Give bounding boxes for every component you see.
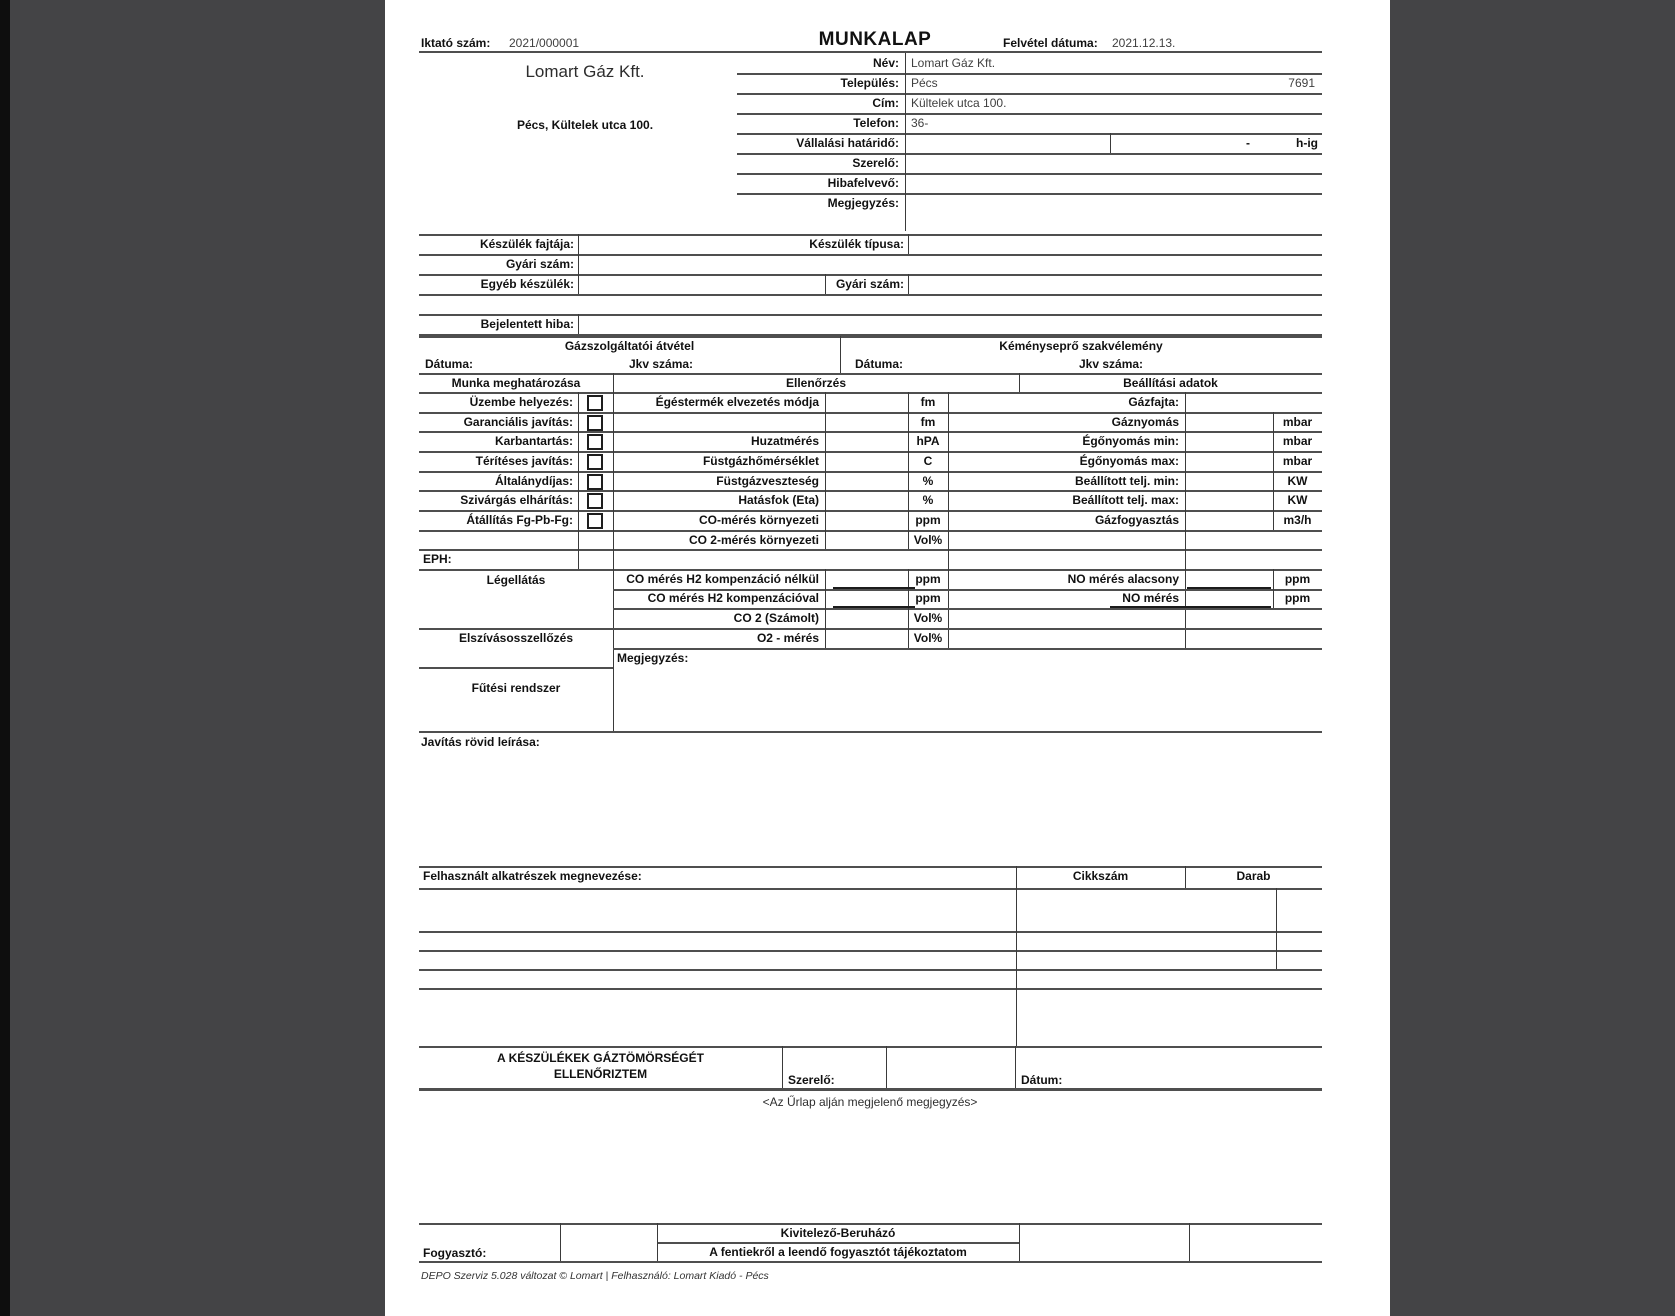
hatarido-label: Vállalási határidő: bbox=[796, 136, 899, 150]
divider bbox=[613, 373, 614, 731]
megjegyzes-label: Megjegyzés: bbox=[827, 196, 899, 210]
divider bbox=[419, 969, 1322, 971]
divider bbox=[560, 1223, 561, 1261]
air-unit: Vol% bbox=[913, 611, 943, 625]
elszivas-label: Elszívásosszellőzés bbox=[458, 631, 574, 645]
grid-right-unit: KW bbox=[1287, 493, 1308, 507]
divider bbox=[419, 628, 613, 630]
divider bbox=[737, 133, 1322, 135]
company-address: Pécs, Kültelek utca 100. bbox=[516, 118, 654, 132]
grid-right-unit: mbar bbox=[1282, 415, 1313, 429]
ellenorzes-header: Ellenőrzés bbox=[785, 376, 847, 390]
hatarido-suffix: h-ig bbox=[1296, 136, 1318, 150]
telepules-value: Pécs bbox=[911, 76, 938, 90]
grid-unit: ppm bbox=[915, 513, 941, 527]
tajekoztatas-label: A fentiekről a leendő fogyasztót tájékoztatom bbox=[709, 1245, 967, 1259]
window-edge-strip bbox=[0, 0, 10, 1316]
divider bbox=[419, 314, 1322, 316]
eph-label: EPH: bbox=[423, 552, 452, 566]
divider bbox=[419, 888, 1322, 890]
grid-mid-label: Huzatmérés bbox=[750, 434, 819, 448]
air-unit: ppm bbox=[915, 572, 941, 586]
divider bbox=[419, 866, 1322, 868]
felvetel-datuma-value: 2021.12.13. bbox=[1112, 36, 1176, 50]
air-right-label: NO mérés alacsony bbox=[1067, 572, 1179, 586]
divider bbox=[1110, 133, 1111, 153]
value-underline bbox=[1110, 606, 1271, 608]
grid-right-label: Égőnyomás min: bbox=[1082, 434, 1179, 448]
divider bbox=[419, 336, 1322, 338]
divider bbox=[419, 412, 1322, 414]
hatarido-dash: - bbox=[1246, 136, 1250, 150]
grid-right-label: Gázfogyasztás bbox=[1094, 513, 1179, 527]
parts-name-header: Felhasznált alkatrészek megnevezése: bbox=[423, 869, 642, 883]
air-unit: Vol% bbox=[913, 631, 943, 645]
divider bbox=[419, 549, 1322, 551]
checkbox-szivargas-elharitas[interactable] bbox=[587, 493, 603, 509]
megjegyzes-section-label: Megjegyzés: bbox=[617, 651, 689, 665]
air-mid-label: O2 - mérés bbox=[756, 631, 819, 645]
value-underline bbox=[1187, 587, 1271, 589]
datuma-label: Dátuma: bbox=[855, 357, 904, 371]
grid-right-unit: KW bbox=[1287, 474, 1308, 488]
divider bbox=[578, 392, 579, 569]
telepules-label: Település: bbox=[840, 76, 899, 90]
divider bbox=[419, 490, 1322, 492]
divider bbox=[419, 1088, 1322, 1091]
checkbox-atallitas-fg-pb-fg[interactable] bbox=[587, 513, 603, 529]
nev-value: Lomart Gáz Kft. bbox=[911, 56, 996, 70]
nev-label: Név: bbox=[872, 56, 899, 70]
divider bbox=[419, 373, 1322, 375]
grid-right-label: Gázfajta: bbox=[1128, 395, 1179, 409]
munka-meghatarozasa-header: Munka meghatározása bbox=[451, 376, 581, 390]
grid-right-label: Égőnyomás max: bbox=[1079, 454, 1179, 468]
grid-right-unit: mbar bbox=[1282, 434, 1313, 448]
air-right-unit: ppm bbox=[1284, 572, 1311, 586]
divider bbox=[657, 1242, 1019, 1244]
szerelo-label: Szerelő: bbox=[852, 156, 899, 170]
divider bbox=[419, 1046, 1322, 1048]
grid-mid-label: CO 2-mérés környezeti bbox=[688, 533, 819, 547]
divider bbox=[613, 608, 1322, 610]
grid-unit: fm bbox=[920, 395, 936, 409]
grid-left-label: Karbantartás: bbox=[494, 434, 573, 448]
grid-left-label: Térítéses javítás: bbox=[475, 454, 573, 468]
app-version-footer: DEPO Szerviz 5.028 változat © Lomart | Felhasználó: Lomart Kiadó - Pécs bbox=[421, 1270, 769, 1282]
checkbox-karbantartas[interactable] bbox=[587, 434, 603, 450]
divider bbox=[419, 530, 1322, 532]
gaztomorseg-line2: ELLENŐRIZTEM bbox=[553, 1067, 648, 1081]
szerelo-signature-label: Szerelő: bbox=[788, 1073, 835, 1087]
divider bbox=[419, 1223, 1322, 1225]
grid-right-unit: m3/h bbox=[1283, 513, 1312, 527]
divider bbox=[1015, 1046, 1016, 1088]
grid-unit: % bbox=[922, 474, 934, 488]
air-mid-label: CO mérés H2 kompenzáció nélkül bbox=[626, 572, 819, 586]
divider bbox=[419, 1261, 1322, 1263]
divider bbox=[908, 274, 909, 294]
iktato-szam-value: 2021/000001 bbox=[509, 36, 580, 50]
divider bbox=[886, 1046, 887, 1088]
air-right-label: NO mérés bbox=[1122, 591, 1179, 605]
divider bbox=[905, 53, 906, 231]
grid-right-label: Beállított telj. max: bbox=[1072, 493, 1179, 507]
divider bbox=[782, 1046, 783, 1088]
kemenysepro-title: Kéményseprő szakvélemény bbox=[999, 339, 1163, 353]
grid-mid-label: Füstgázveszteség bbox=[716, 474, 819, 488]
telepules-zip-value: 7691 bbox=[1288, 76, 1315, 90]
gyari-szam-label: Gyári szám: bbox=[505, 257, 574, 271]
grid-left-label: Üzembe helyezés: bbox=[469, 395, 573, 409]
gaztomorseg-line1: A KÉSZÜLÉKEK GÁZTÖMÖRSÉGÉT bbox=[497, 1051, 704, 1065]
grid-left-label: Szivárgás elhárítás: bbox=[460, 493, 573, 507]
divider bbox=[737, 73, 1322, 75]
divider bbox=[419, 950, 1322, 952]
grid-left-label: Átállítás Fg-Pb-Fg: bbox=[466, 513, 573, 527]
company-name: Lomart Gáz Kft. bbox=[525, 62, 645, 81]
iktato-szam-label: Iktató szám: bbox=[421, 36, 491, 50]
divider bbox=[908, 234, 909, 254]
cim-value: Kültelek utca 100. bbox=[911, 96, 1007, 110]
checkbox-teriteses-javitas[interactable] bbox=[587, 454, 603, 470]
divider bbox=[737, 93, 1322, 95]
datum-signature-label: Dátum: bbox=[1021, 1073, 1063, 1087]
air-mid-label: CO mérés H2 kompenzációval bbox=[647, 591, 819, 605]
divider bbox=[419, 667, 613, 669]
telefon-label: Telefon: bbox=[853, 116, 899, 130]
divider bbox=[419, 392, 1322, 394]
divider bbox=[825, 569, 826, 648]
document-page bbox=[385, 0, 1390, 1316]
hibafelvevo-label: Hibafelvevő: bbox=[827, 176, 899, 190]
divider bbox=[419, 431, 1322, 433]
divider bbox=[1189, 1223, 1190, 1261]
egyeb-gyari-szam-label: Gyári szám: bbox=[835, 277, 904, 291]
jkv-szama-label: Jkv száma: bbox=[1079, 357, 1144, 371]
javitas-leirasa-label: Javítás rövid leírása: bbox=[421, 735, 540, 749]
divider bbox=[419, 471, 1322, 473]
grid-unit: hPA bbox=[916, 434, 940, 448]
divider bbox=[737, 173, 1322, 175]
divider bbox=[737, 193, 1322, 195]
checkbox-garancialis-javitas[interactable] bbox=[587, 415, 603, 431]
grid-right-label: Beállított telj. min: bbox=[1074, 474, 1179, 488]
divider bbox=[419, 731, 1322, 733]
divider bbox=[737, 153, 1322, 155]
grid-unit: fm bbox=[920, 415, 936, 429]
air-right-unit: ppm bbox=[1284, 591, 1311, 605]
divider bbox=[419, 988, 1322, 990]
divider bbox=[419, 569, 1322, 571]
egyeb-keszulek-label: Egyéb készülék: bbox=[480, 277, 574, 291]
form-title: MUNKALAP bbox=[818, 29, 932, 50]
divider bbox=[419, 451, 1322, 453]
divider bbox=[419, 294, 1322, 296]
air-mid-label: CO 2 (Számolt) bbox=[733, 611, 819, 625]
divider bbox=[1019, 373, 1020, 392]
checkbox-uzembe-helyezes[interactable] bbox=[587, 395, 603, 411]
grid-left-label: Garanciális javítás: bbox=[463, 415, 573, 429]
divider bbox=[613, 628, 1322, 630]
keszulek-tipusa-label: Készülék típusa: bbox=[809, 237, 904, 251]
grid-unit: Vol% bbox=[913, 533, 943, 547]
beallitasi-adatok-header: Beállítási adatok bbox=[1123, 376, 1218, 390]
divider bbox=[1276, 888, 1277, 969]
fogyaszto-label: Fogyasztó: bbox=[423, 1246, 487, 1260]
divider bbox=[419, 274, 1322, 276]
felvetel-datuma-label: Felvétel dátuma: bbox=[1003, 36, 1098, 50]
legellatas-label: Légellátás bbox=[486, 573, 546, 587]
divider bbox=[578, 234, 579, 294]
parts-qty-header: Darab bbox=[1236, 869, 1271, 883]
grid-right-label: Gáznyomás bbox=[1111, 415, 1179, 429]
grid-mid-label: CO-mérés környezeti bbox=[698, 513, 819, 527]
grid-mid-label: Füstgázhőmérséklet bbox=[702, 454, 819, 468]
form-bottom-hint: <Az Űrlap alján megjelenő megjegyzés> bbox=[762, 1095, 978, 1109]
divider bbox=[825, 392, 826, 549]
value-underline bbox=[833, 587, 915, 589]
divider bbox=[613, 648, 1322, 650]
grid-right-unit: mbar bbox=[1282, 454, 1313, 468]
divider bbox=[419, 931, 1322, 933]
grid-unit: % bbox=[922, 493, 934, 507]
air-unit: ppm bbox=[915, 591, 941, 605]
parts-sku-header: Cikkszám bbox=[1072, 869, 1129, 883]
checkbox-altalanydijas[interactable] bbox=[587, 474, 603, 490]
divider bbox=[419, 254, 1322, 256]
grid-mid-label: Égéstermék elvezetés módja bbox=[655, 395, 819, 409]
grid-unit: C bbox=[923, 454, 933, 468]
divider bbox=[578, 314, 579, 334]
divider bbox=[1016, 866, 1017, 1046]
value-underline bbox=[833, 606, 915, 608]
gazszolgaltatoi-atvetel-title: Gázszolgáltatói átvétel bbox=[564, 339, 695, 353]
jkv-szama-label: Jkv száma: bbox=[629, 357, 694, 371]
grid-left-label: Általánydíjas: bbox=[494, 474, 573, 488]
divider bbox=[419, 234, 1322, 236]
divider bbox=[737, 113, 1322, 115]
bejelentett-hiba-label: Bejelentett hiba: bbox=[480, 317, 574, 331]
telefon-value: 36- bbox=[911, 116, 929, 130]
keszulek-fajtaja-label: Készülék fajtája: bbox=[479, 237, 574, 251]
divider bbox=[419, 51, 1322, 53]
divider bbox=[1019, 1223, 1020, 1261]
futesi-rendszer-label: Fűtési rendszer bbox=[471, 681, 561, 695]
datuma-label: Dátuma: bbox=[425, 357, 474, 371]
grid-mid-label: Hatásfok (Eta) bbox=[738, 493, 819, 507]
divider bbox=[419, 510, 1322, 512]
kivitelezo-beruhazo-label: Kivitelező-Beruházó bbox=[780, 1226, 896, 1240]
cim-label: Cím: bbox=[872, 96, 899, 110]
